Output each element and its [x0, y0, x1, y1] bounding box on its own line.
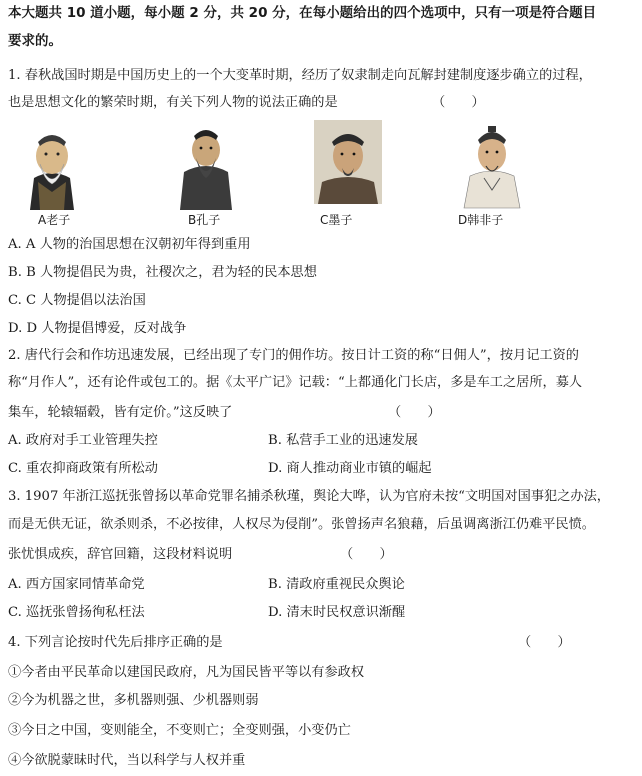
header-line-1: 本大题共 10 道小题，每小题 2 分，共 20 分，在每小题给出的四个选项中，只有一项是符合题目: [8, 5, 597, 21]
q4-item-2: ②今为机器之世，多机器则强、少机器则弱: [8, 693, 259, 708]
q1-stem-line-2: 也是思想文化的繁荣时期，有关下列人物的说法正确的是: [8, 95, 338, 110]
q2-option-c: C. 重农抑商政策有所松动: [8, 461, 158, 476]
q2-option-d: D. 商人推动商业市镇的崛起: [268, 461, 432, 476]
kongzi-portrait: [170, 122, 242, 212]
q4-answer-paren: （ ）: [518, 635, 571, 650]
mozi-portrait: [314, 120, 382, 204]
q2-answer-paren: （ ）: [388, 405, 441, 420]
q4-stem: 4. 下列言论按时代先后排序正确的是: [8, 635, 223, 650]
q3-option-c: C. 巡抚张曾扬徇私枉法: [8, 605, 145, 620]
q1-option-c: C. C 人物提倡以法治国: [8, 293, 146, 308]
q3-option-b: B. 清政府重视民众舆论: [268, 577, 405, 592]
q1-option-a: A. A 人物的治国思想在汉朝初年得到重用: [8, 237, 251, 252]
q3-option-d: D. 清末时民权意识渐醒: [268, 605, 406, 620]
q3-answer-paren: （ ）: [340, 547, 393, 562]
q2-stem-line-1: 2. 唐代行会和作坊迅速发展，已经出现了专门的佣作坊。按日计工资的称“日佣人”，按月记工资的: [8, 348, 579, 363]
q4-item-4: ④今欲脱蒙昧时代，当以科学与人权并重: [8, 753, 246, 768]
header-line-2: 要求的。: [8, 33, 62, 49]
q3-option-a: A. 西方国家同情革命党: [8, 577, 145, 592]
q2-stem-line-2: 称“月作人”，还有论件或包工的。据《太平广记》记载：“上都通化门长店，多是车工之居所，募人: [8, 375, 583, 390]
q2-stem-line-3: 集车，轮辕辐毂，皆有定价。”这反映了: [8, 405, 233, 420]
q1-stem-line-1: 1. 春秋战国时期是中国历史上的一个大变革时期，经历了奴隶制走向瓦解封建制度逐步确立的过程，: [8, 68, 592, 83]
q3-stem-line-1: 3. 1907 年浙江巡抚张曾扬以革命党罪名捕杀秋瑾，舆论大哗，认为官府未按“文明国对国事犯之办法，: [8, 489, 610, 504]
caption-d: D韩非子: [458, 213, 504, 227]
caption-b: B孔子: [188, 213, 221, 227]
laozi-portrait: [16, 122, 88, 212]
caption-a: A老子: [38, 213, 71, 227]
q4-item-1: ①今者由平民革命以建国民政府，凡为国民皆平等以有参政权: [8, 665, 365, 680]
caption-c: C墨子: [320, 213, 353, 227]
q1-option-b: B. B 人物提倡民为贵，社稷次之，君为轻的民本思想: [8, 265, 317, 280]
q3-stem-line-3: 张忧惧成疾，辞官回籍，这段材料说明: [8, 547, 233, 562]
q1-option-d: D. D 人物提倡博爱，反对战争: [8, 321, 187, 336]
q3-stem-line-2: 而是无供无证，欲杀则杀，不必按律，人权尽为侵削”。张曾扬声名狼藉，后虽调离浙江仍难平民愤。: [8, 517, 595, 532]
q4-item-3: ③今日之中国，变则能全，不变则亡；全变则强，小变仍亡: [8, 723, 351, 738]
q2-option-b: B. 私营手工业的迅速发展: [268, 433, 418, 448]
q1-answer-paren: （ ）: [432, 95, 485, 110]
hanfeizi-portrait: [456, 120, 528, 210]
q2-option-a: A. 政府对手工业管理失控: [8, 433, 158, 448]
